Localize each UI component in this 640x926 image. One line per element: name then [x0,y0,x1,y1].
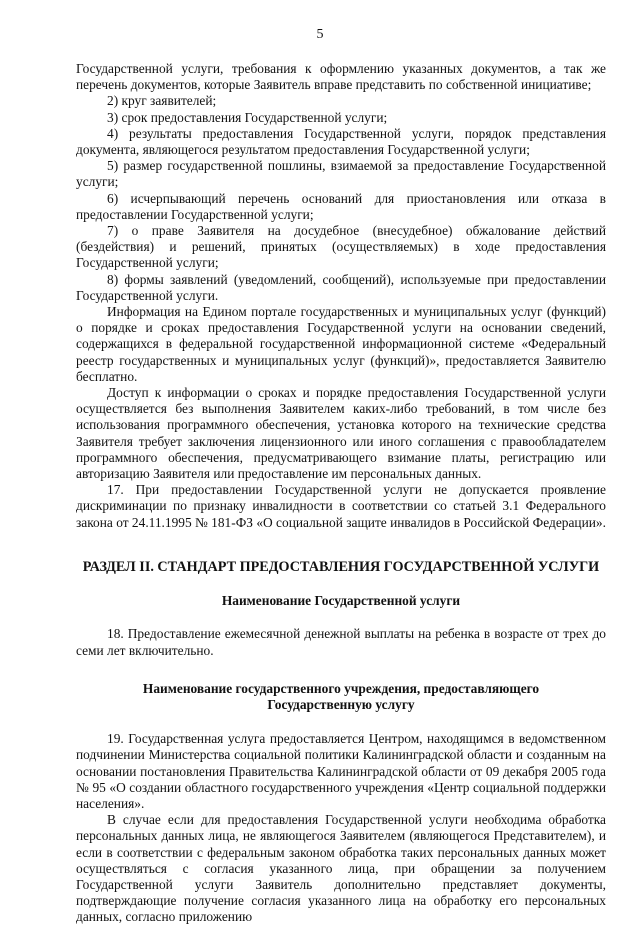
paragraph-19: 19. Государственная услуга предоставляется Центром, находящимся в ведомственном подчинении Министерства социальной политики Калининградской области и созданным на основании постановления Правительства Калининградской области от 09 декабря 2005 года № 95 «О создании областного государственного учреждения «Центр социальной поддержки населения». [76,731,606,811]
paragraph-portal-info: Информация на Едином портале государственных и муниципальных услуг (функций) о порядке и сроках предоставления Государственной услуги на основании сведений, содержащихся в федеральной государственной информационной системе «Федеральный реестр государственных и муниципальных услуг (функций)», предоставляется Заявителю бесплатно. [76,304,606,384]
list-item-8: 8) формы заявлений (уведомлений, сообщений), используемые при предоставлении Государственной услуги. [76,271,606,303]
heading-institution-line1: Наименование государственного учреждения, предоставляющего [142,680,540,696]
list-item-4: 4) результаты предоставления Государственной услуги, порядок представления документа, являющегося результатом предоставления Государственной услуги; [76,125,606,158]
page-number: 5 [316,27,324,42]
section-title: РАЗДЕЛ II. СТАНДАРТ ПРЕДОСТАВЛЕНИЯ ГОСУДАРСТВЕННОЙ УСЛУГИ [82,558,600,575]
list-item-6: 6) исчерпывающий перечень оснований для приостановления или отказа в предоставлении Государственной услуги; [76,190,606,222]
document-body [76,61,606,926]
list-item-7: 7) о праве Заявителя на досудебное (внесудебное) обжалование действий (бездействия) и решений, принятых (осуществляемых) в ходе предоставления Государственной услуги; [76,223,606,271]
list-item-3: 3) срок предоставления Государственной услуги; [107,109,388,125]
list-item-2: 2) круг заявителей; [107,93,217,109]
paragraph-personal-data: В случае если для предоставления Государственной услуги необходима обработка персональных данных лица, не являющегося Заявителем (являющегося Представителем), и если в соответствии с федеральным законом обработка таких персональных данных может осуществляться с согласия указанного лица, при обращении за получением Государственной услуги Заявитель дополнительно представляет документы, подтверждающие получение согласия указанного лица на обработку его персональных данных, согласно приложению [76,812,606,925]
heading-service-name: Наименование Государственной услуги [221,593,461,609]
paragraph-continuation: Государственной услуги, требования к оформлению указанных документов, а так же перечень документов, которые Заявитель вправе представить по собственной инициативе; [76,61,606,93]
paragraph-access-info: Доступ к информации о сроках и порядке предоставления Государственной услуги осуществляется без выполнения Заявителем каких-либо требований, в том числе без использования программного обеспечения, установка которого на технические средства Заявителя требует заключения лицензионного или иного соглашения с правообладателем программного обеспечения, предусматривающего взимание платы, регистрацию или авторизацию Заявителя или предоставление им персональных данных. [76,385,606,482]
paragraph-18: 18. Предоставление ежемесячной денежной выплаты на ребенка в возрасте от трех до семи лет включительно. [76,626,606,658]
heading-institution-line2: Государственную услугу [267,696,415,712]
paragraph-17: 17. При предоставлении Государственной услуги не допускается проявление дискриминации по признаку инвалидности в соответствии со статьей 3.1 Федерального закона от 24.11.1995 № 181-ФЗ «О социальной защите инвалидов в Российской Федерации». [76,482,606,530]
list-item-5: 5) размер государственной пошлины, взимаемой за предоставление Государственной услуги; [76,158,606,190]
